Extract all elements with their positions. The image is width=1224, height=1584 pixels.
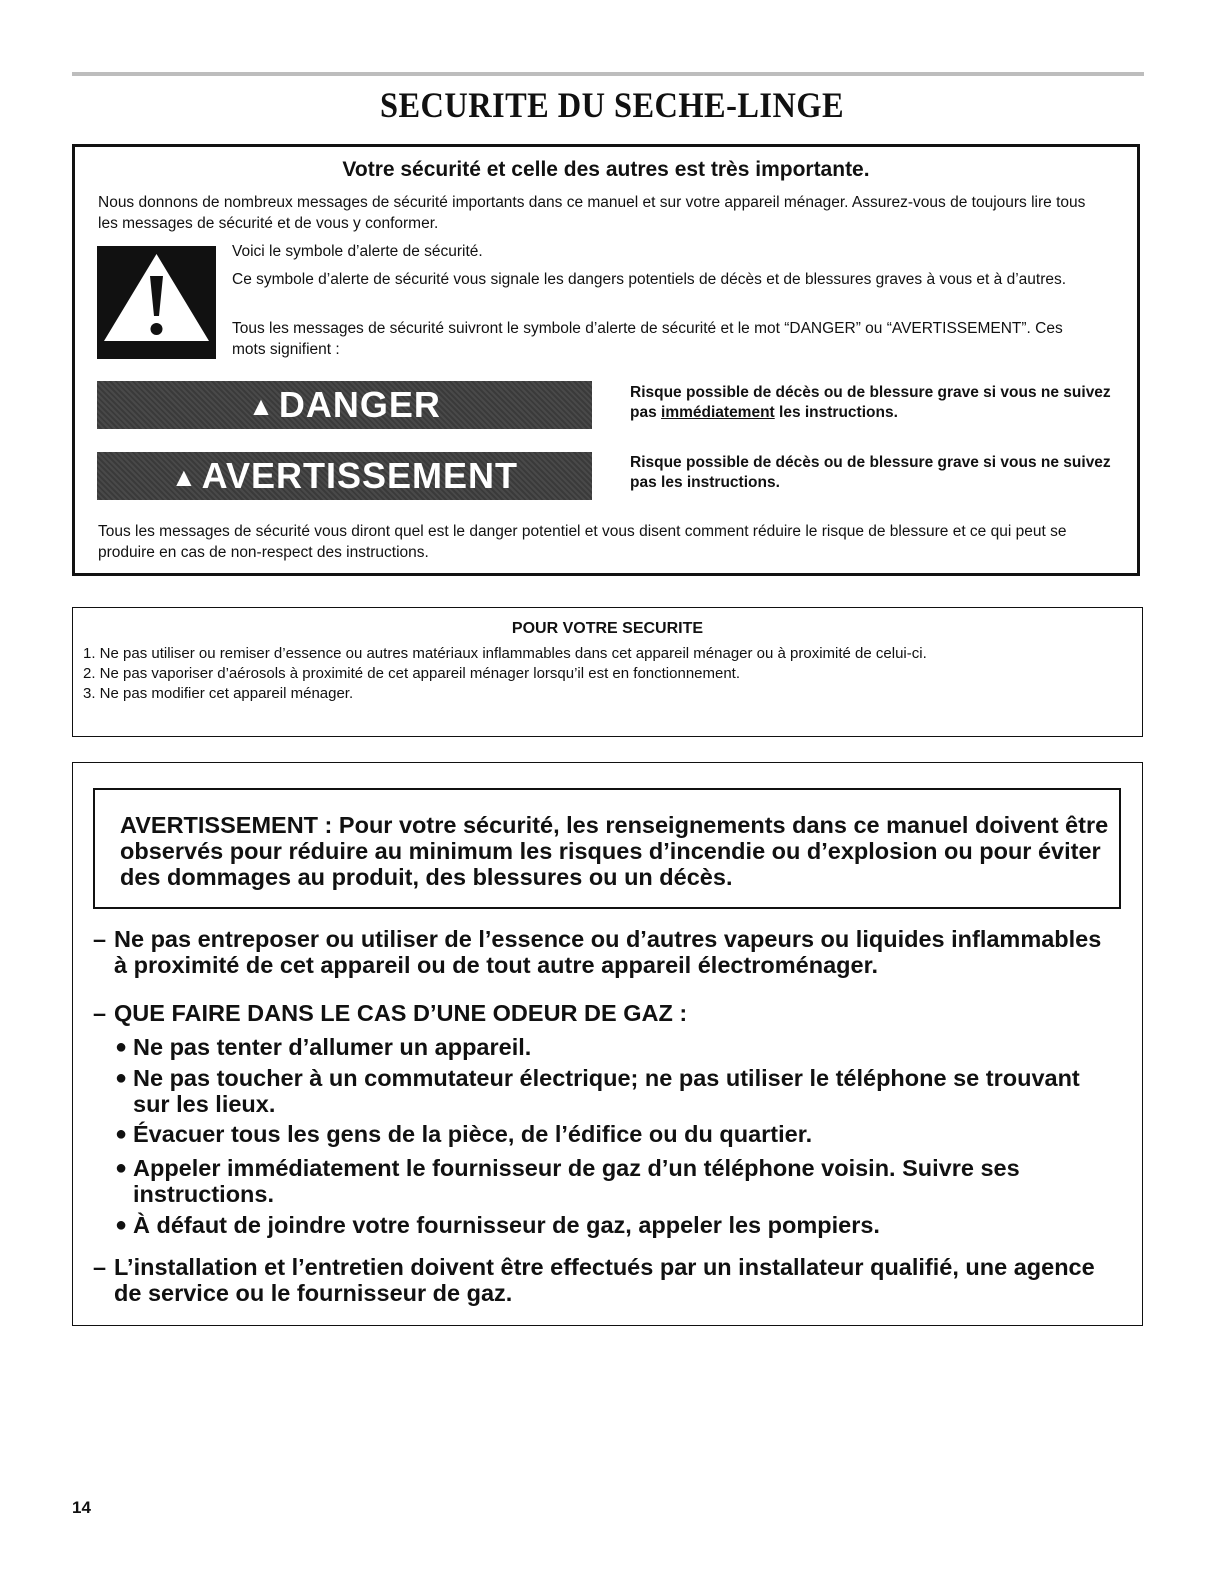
page-title: SECURITE DU SECHE-LINGE xyxy=(379,85,845,125)
safety-alert-icon xyxy=(97,246,216,359)
gas-bullet-2: ● Ne pas toucher à un commutateur électrique; ne pas utiliser le téléphone se trouvant sur les lieux. xyxy=(115,1065,1080,1117)
gas-bullet-4: ● Appeler immédiatement le fournisseur de gaz d’un téléphone voisin. Suivre ses instructions. xyxy=(115,1155,1020,1207)
danger-description: Risque possible de décès ou de blessure grave si vous ne suivez pas immédiatement les instructions. xyxy=(630,384,1111,421)
symbol-description-2: Ce symbole d’alerte de sécurité vous signale les dangers potentiels de décès et de blessures graves à vous et à d’autres. xyxy=(232,271,1067,288)
safety-heading: Votre sécurité et celle des autres est très importante. xyxy=(342,158,870,181)
danger-emphasis: immédiatement xyxy=(661,404,775,421)
gas-bullet-3: ● Évacuer tous les gens de la pièce, de l’édifice ou du quartier. xyxy=(115,1121,813,1147)
for-your-safety-list xyxy=(83,644,927,704)
list-item: 3. Ne pas modifier cet appareil ménager. xyxy=(83,685,354,702)
gas-item-3: – L’installation et l’entretien doivent être effectués par un installateur qualifié, une agence de service ou le fournisseur de gaz. xyxy=(93,1254,1095,1306)
safety-intro-box xyxy=(72,144,1140,576)
symbol-description-3: Tous les messages de sécurité suivront le symbole d’alerte de sécurité et le mot “DANGER” ou “AVERTISSEMENT”. Ces mots signifient : xyxy=(232,320,1063,358)
gas-bullet-5: ● À défaut de joindre votre fournisseur de gaz, appeler les pompiers. xyxy=(115,1212,880,1238)
bullet-icon: ● xyxy=(115,1123,128,1145)
list-item: 1. Ne pas utiliser ou remiser d’essence ou autres matériaux inflammables dans cet appareil ménager ou à proximité de celui-ci. xyxy=(83,645,927,662)
warning-label: AVERTISSEMENT xyxy=(201,455,519,496)
bullet-icon: ● xyxy=(115,1067,128,1089)
warning-description: Risque possible de décès ou de blessure grave si vous ne suivez pas les instructions. xyxy=(630,454,1111,491)
gas-bullet-1: ● Ne pas tenter d’allumer un appareil. xyxy=(115,1034,532,1060)
list-item: 2. Ne pas vaporiser d’aérosols à proximité de cet appareil ménager lorsqu’il est en fonctionnement. xyxy=(83,665,741,682)
gas-item-1: – Ne pas entreposer ou utiliser de l’essence ou d’autres vapeurs ou liquides inflammables à proximité de cet appareil ou de tout autre appareil électroménager. xyxy=(93,926,1102,978)
safety-footer-text: Tous les messages de sécurité vous diront quel est le danger potentiel et vous disent comment réduire le risque de blessure et ce qui peut se produire en cas de non-respect des instructions. xyxy=(98,523,1067,561)
safety-intro-text: Nous donnons de nombreux messages de sécurité importants dans ce manuel et sur votre appareil ménager. Assurez-vous de toujours lire tous les messages de sécurité et de vous y conformer. xyxy=(98,194,1086,232)
gas-warning-text: AVERTISSEMENT : Pour votre sécurité, les renseignements dans ce manuel doivent être observés pour réduire au minimum les risques d’incendie ou d’explosion ou pour éviter des dommages au produit, des blessures ou un décès. xyxy=(120,812,1109,890)
danger-label: DANGER xyxy=(278,384,441,425)
symbol-description-1: Voici le symbole d’alerte de sécurité. xyxy=(232,243,483,260)
top-rule xyxy=(72,72,1144,76)
gas-warning-box xyxy=(72,762,1143,1326)
danger-banner xyxy=(97,381,592,429)
bullet-icon: ● xyxy=(115,1157,128,1179)
page-number: 14 xyxy=(72,1498,91,1517)
for-your-safety-title: POUR VOTRE SECURITE xyxy=(511,620,704,637)
gas-warning-callout xyxy=(93,788,1121,909)
warning-triangle-icon: ▲ xyxy=(248,390,275,421)
warning-banner xyxy=(97,452,592,500)
gas-item-2: – QUE FAIRE DANS LE CAS D’UNE ODEUR DE GAZ : xyxy=(93,1000,688,1026)
for-your-safety-box xyxy=(72,607,1143,737)
warning-triangle-icon: ▲ xyxy=(170,461,198,492)
bullet-icon: ● xyxy=(115,1214,128,1236)
bullet-icon: ● xyxy=(115,1036,128,1058)
